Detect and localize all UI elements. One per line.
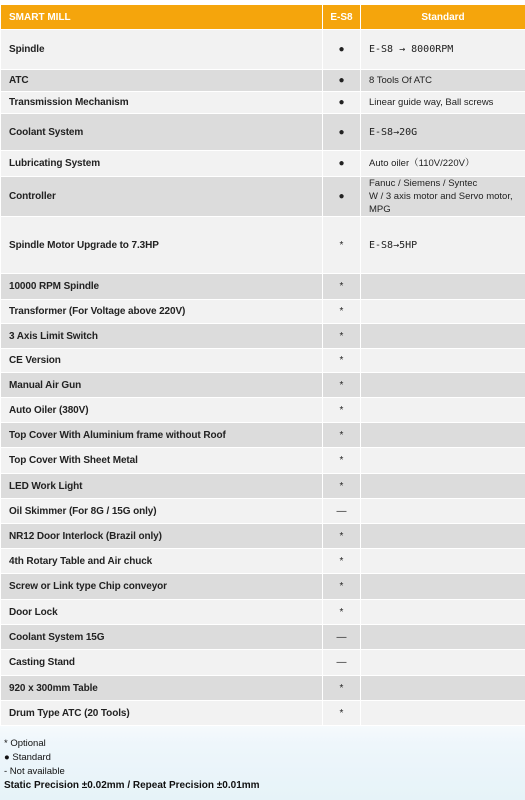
table-row — [1, 349, 525, 373]
row-item: Spindle — [1, 30, 323, 70]
row-standard — [361, 625, 525, 650]
row-mark: * — [323, 701, 361, 726]
table-row — [1, 676, 525, 701]
row-standard — [361, 300, 525, 324]
row-standard — [361, 274, 525, 300]
row-item: Top Cover With Sheet Metal — [1, 448, 323, 474]
row-mark: * — [323, 300, 361, 324]
table-row — [1, 217, 525, 274]
table-row — [1, 177, 525, 217]
table-row — [1, 324, 525, 349]
row-standard: Linear guide way, Ball screws — [361, 92, 525, 114]
row-standard: 8 Tools Of ATC — [361, 70, 525, 92]
table-row — [1, 524, 525, 549]
row-item: 10000 RPM Spindle — [1, 274, 323, 300]
row-mark: ● — [323, 92, 361, 114]
row-mark: ● — [323, 151, 361, 177]
row-standard — [361, 448, 525, 474]
row-standard — [361, 549, 525, 574]
row-item: CE Version — [1, 349, 323, 373]
table-row — [1, 30, 525, 70]
legend-standard: ● Standard — [4, 752, 51, 763]
row-item: Top Cover With Aluminium frame without Roof — [1, 423, 323, 448]
table-row — [1, 650, 525, 676]
row-standard — [361, 324, 525, 349]
row-item: NR12 Door Interlock (Brazil only) — [1, 524, 323, 549]
table-row — [1, 92, 525, 114]
table-row — [1, 625, 525, 650]
row-item: Spindle Motor Upgrade to 7.3HP — [1, 217, 323, 274]
row-mark: * — [323, 324, 361, 349]
table-row — [1, 274, 525, 300]
row-item: 4th Rotary Table and Air chuck — [1, 549, 323, 574]
row-item: Transmission Mechanism — [1, 92, 323, 114]
header-standard: Standard — [361, 5, 525, 30]
table-row — [1, 70, 525, 92]
table-row — [1, 549, 525, 574]
table-row — [1, 151, 525, 177]
row-mark: — — [323, 650, 361, 676]
row-item: Oil Skimmer (For 8G / 15G only) — [1, 499, 323, 524]
row-mark: ● — [323, 114, 361, 151]
row-mark: * — [323, 398, 361, 423]
spec-table — [0, 4, 525, 726]
table-row — [1, 398, 525, 423]
row-item: 920 x 300mm Table — [1, 676, 323, 701]
table-row — [1, 300, 525, 324]
row-mark: * — [323, 549, 361, 574]
row-item: LED Work Light — [1, 474, 323, 499]
row-standard — [361, 349, 525, 373]
spec-rows — [1, 30, 525, 726]
row-standard — [361, 398, 525, 423]
row-standard: Fanuc / Siemens / Syntec W / 3 axis motor and Servo motor, MPG — [361, 177, 525, 217]
table-row — [1, 499, 525, 524]
row-mark: * — [323, 274, 361, 300]
row-mark: ● — [323, 177, 361, 217]
legend — [4, 737, 260, 793]
row-mark: ● — [323, 70, 361, 92]
table-row — [1, 600, 525, 625]
row-standard — [361, 474, 525, 499]
legend-optional: * Optional — [4, 738, 46, 749]
row-item: Coolant System 15G — [1, 625, 323, 650]
row-standard: Auto oiler（110V/220V） — [361, 151, 525, 177]
row-standard: E-S8 → 8000RPM — [361, 30, 525, 70]
row-standard — [361, 650, 525, 676]
row-mark: ● — [323, 30, 361, 70]
table-row — [1, 448, 525, 474]
row-item: Controller — [1, 177, 323, 217]
row-standard — [361, 524, 525, 549]
row-mark: * — [323, 676, 361, 701]
row-mark: * — [323, 448, 361, 474]
row-item: Drum Type ATC (20 Tools) — [1, 701, 323, 726]
row-mark: * — [323, 600, 361, 625]
row-item: Door Lock — [1, 600, 323, 625]
row-mark: * — [323, 217, 361, 274]
row-item: Auto Oiler (380V) — [1, 398, 323, 423]
row-standard — [361, 423, 525, 448]
row-standard: E-S8→5HP — [361, 217, 525, 274]
header-model: E-S8 — [323, 5, 361, 30]
row-standard — [361, 373, 525, 398]
row-item: Screw or Link type Chip conveyor — [1, 574, 323, 600]
row-mark: * — [323, 524, 361, 549]
row-item: Coolant System — [1, 114, 323, 151]
row-mark: * — [323, 574, 361, 600]
table-row — [1, 574, 525, 600]
row-item: Manual Air Gun — [1, 373, 323, 398]
table-row — [1, 373, 525, 398]
legend-not-available: - Not available — [4, 766, 65, 777]
precision-note: Static Precision ±0.02mm / Repeat Precision ±0.01mm — [4, 780, 260, 791]
row-item: Casting Stand — [1, 650, 323, 676]
row-standard — [361, 574, 525, 600]
row-mark: * — [323, 474, 361, 499]
row-standard — [361, 676, 525, 701]
row-item: Transformer (For Voltage above 220V) — [1, 300, 323, 324]
row-mark: — — [323, 625, 361, 650]
row-standard: E-S8→20G — [361, 114, 525, 151]
table-row — [1, 701, 525, 726]
table-row — [1, 474, 525, 499]
table-row — [1, 114, 525, 151]
row-standard — [361, 499, 525, 524]
row-mark: * — [323, 373, 361, 398]
header-row — [1, 5, 525, 30]
table-row — [1, 423, 525, 448]
row-mark: — — [323, 499, 361, 524]
row-item: ATC — [1, 70, 323, 92]
row-item: Lubricating System — [1, 151, 323, 177]
row-standard — [361, 600, 525, 625]
header-item: SMART MILL — [1, 5, 323, 30]
row-mark: * — [323, 349, 361, 373]
row-standard — [361, 701, 525, 726]
row-item: 3 Axis Limit Switch — [1, 324, 323, 349]
row-mark: * — [323, 423, 361, 448]
